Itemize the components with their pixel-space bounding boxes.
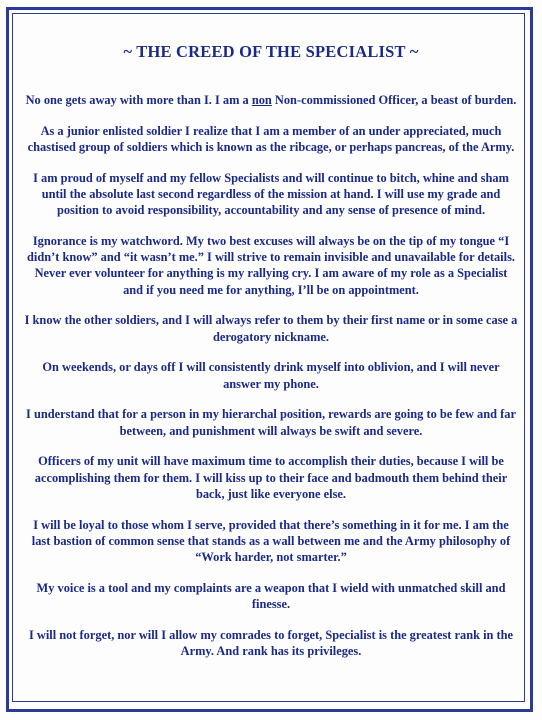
paragraph-7: I understand that for a person in my hierarchal position, rewards are going to be few and far between, and punishment will always be swift and severe. [26,407,516,438]
paragraph-1-text-before: No one gets away with more than I. I am a [25,93,252,107]
paragraph-8: Officers of my unit will have maximum time to accomplish their duties, because I will be accomplishing them for them. I will kiss up to their face and badmouth them behind their back, just like everyone else. [34,454,508,501]
paragraph-5: I know the other soldiers, and I will always refer to them by their first name or in some case a derogatory nickname. [24,313,518,344]
paragraph-6: On weekends, or days off I will consistently drink myself into oblivion, and I will never answer my phone. [42,360,500,391]
paragraph-9: I will be loyal to those whom I serve, provided that there’s something in it for me. I am the last bastion of common sense that stands as a wall between me and the Army philosophy of “Work harder, not smarter.” [31,517,511,565]
underlined-word: non [251,93,272,107]
paragraph-1-text-after: Non-commissioned Officer, a beast of burden. [271,93,517,107]
paragraph-2: As a junior enlisted soldier I realize that I am a member of an under appreciated, much chastised group of soldiers which is known as the ribcage, or perhaps pancreas, of the Army. [27,123,515,154]
paragraph-4: Ignorance is my watchword. My two best excuses will always be on the tip of my tongue “I didn’t know” and “it wasn’t me.” I will strive to remain invisible and unavailable for details. Never ever volunteer for anything is my rallying cry. I am aware of my role as a Specialist and if you need me for anything, I’ll be on appointment. [27,234,515,297]
paragraph-11: I will not forget, nor will I allow my comrades to forget, Specialist is the greatest rank in the Army. And rank has its privileges. [28,627,514,659]
paragraph-10: My voice is a tool and my complaints are a weapon that I wield with unmatched skill and finesse. [36,580,506,612]
document-title: ~ THE CREED OF THE SPECIALIST ~ [123,42,419,61]
creed-content [24,42,518,674]
paragraph-3: I am proud of myself and my fellow Specialists and will continue to bitch, whine and sham until the absolute last second regardless of the mission at hand. I will use my grade and position to avoid responsibility, accountability and any sense of presence of mind. [33,170,509,218]
paragraph-1 [24,92,518,108]
